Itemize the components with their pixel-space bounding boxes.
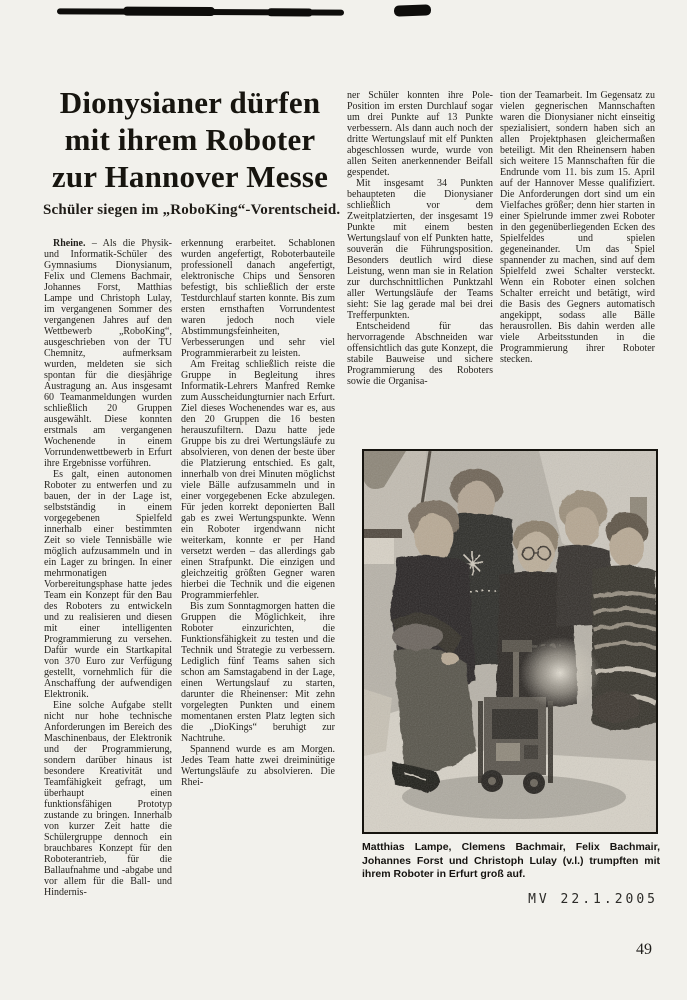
page-number: 49	[636, 941, 652, 958]
paragraph: tion der Teamarbeit. Im Gegensatz zu vielen gegnerischen Mannschaften waren die Dionysianer nicht einseitig spezialisiert, sondern haben sich an allen Projektphasen gleichermaßen beteiligt. Mit den Rheinensern haben sich weitere 15 Mannschaften für die Endrunde vom 11. bis zum 15. April auf der Hannover Messe qualifiziert. Die Anforderungen dort sind um ein Vielfaches größer; denn hier starten in einer Spielrunde immer zwei Roboter in den gegenüberliegenden Ecken des Spielfeldes und spielen gegeneinander. Um das Spiel spannender zu machen, sind auf dem Spielfeld zwei Schalter versteckt. Wenn ein Roboter einen solchen Schalter erreicht und betätigt, wird die Basis des Gegners automatisch angekippt, sodass alle Bälle herausrollen. Bis dahin werden alle viele Arbeitsstunden in die Programmierung ihrer Roboter stecken.	[500, 90, 655, 365]
photo-caption: Matthias Lampe, Clemens Bachmair, Felix Bachmair, Johannes Forst und Christoph Lulay (v.l.) trumpften mit ihrem Roboter in Erfurt groß auf.	[362, 841, 660, 880]
scan-smudge-artifact	[57, 8, 344, 15]
team-photo-illustration	[364, 451, 656, 832]
article-headline	[38, 84, 342, 195]
paragraph: Am Freitag schließlich reiste die Gruppe in Begleitung ihres Informatik-Lehrers Manfred Remke zum Ausscheidungturnier nach Erfurt. Ziel dieses Wochenendes war es, aus den 20 Gruppen die 16 besten herauszufiltern. Dazu hatte jede Gruppe bis zu drei Wertungsläufe zu absolvieren, von denen der beste über die Platzierung entschied. Es galt, innerhalb von drei Minuten möglichst viele Bälle aufzusammeln und in einer vorgegebenen Ecke abzulegen. Für jeden korrekt deponierten Ball gab es zwei Wertungspunkte. Wenn ein Roboter irgendwann nicht weiterkam, konnte er per Hand versetzt werden – das allerdings gab einen Strafpunkt. Die einzigen und gleichzeitig größten Gegner waren hierbei die Technik und die eigenen Programmierfehler.	[181, 359, 335, 601]
paragraph-text: – Als die Physik- und Informatik-Schüler des Gymnasiums Dionysianum, Felix und Clemens Bachmair, Johannes Forst, Matthias Lampe und Christoph Lulay, im vergangenen Sommer des vergangenen Jahres auf den Wettbewerb „RoboKing“, ausgeschrieben von der TU Chemnitz, aufmerksam wurden, meldeten sie sich spontan für die diesjährige Austragung an. Aus insgesamt 60 Teamanmeldungen wurden schließlich 20 Gruppen ausgewählt. Diese konnten erstmals am vergangenen Wochenende in einem Vorrundenwettbewerb in Erfurt ihre Ergebnisse vorführen.	[44, 238, 172, 469]
body-column-3	[347, 90, 493, 446]
paragraph: Es galt, einen autonomen Roboter zu entwerfen und zu bauen, der in der Lage ist, selbstständig in einem vorgegebenen Spielfeld innerhalb einer bestimmten Zeit so viele Tennisbälle wie möglich aufzusammeln und in ein Lager zu bringen. In einer mehrmonatigen Vorbereitungsphase hatte jedes Team ein Konzept für den Bau des Roboters zu entwickeln und zu realisieren und diesen mit einer intelligenten Programmierung zu versehen. Dafür wurde ein Startkapital von 370 Euro zur Verfügung gestellt, vornehmlich für die Anschaffung der aufwendigen Elektronik.	[44, 469, 172, 700]
body-column-1	[44, 238, 172, 928]
body-column-4	[500, 90, 655, 466]
paragraph: erkennung erarbeitet. Schablonen wurden angefertigt, Roboterbauteile professionell danach angefertigt, elektronische Chips und Sensoren befestigt, bis schließlich der erste Testdurchlauf starten konnte. Bis zum ersten ernsthaften Vorrundentest waren jedoch noch viele Abstimmungsfeinheiten, Verbesserungen und sehr viel Programmierarbeit zu leisten.	[181, 238, 335, 359]
team-photo	[362, 449, 658, 834]
paragraph: Spannend wurde es am Morgen. Jedes Team hatte zwei dreiminütige Wertungsläufe zu absolvieren. Die Rhei-	[181, 744, 335, 788]
headline-line: Dionysianer dürfen	[59, 85, 321, 120]
dateline: Rheine.	[53, 238, 86, 249]
date-stamp: MV 22.1.2005	[528, 892, 658, 907]
paragraph: Bis zum Sonntagmorgen hatten die Gruppen die Möglichkeit, ihre Roboter einzurichten, die Funktionsfähigkeit zu testen und die Technik und Strategie zu verbessern. Lediglich fünf Teams sahen sich schon am Samstagabend in der Lage, einen Wertungslauf zu starten, darunter die Rheinenser: Mit zehn vorgelegten Punkten und einem momentanen ersten Platz legten sich die „DioKings“ beruhigt zur Nachtruhe.	[181, 601, 335, 744]
paragraph: ner Schüler konnten ihre Pole-Position im ersten Durchlauf sogar um drei Punkte auf 13 Punkte verbessern. Als dann auch noch der dritte Wertungslauf mit elf Punkten abgeschlossen wurde, wurde von allen Seiten anerkennender Beifall gespendet.	[347, 90, 493, 178]
article-subhead: Schüler siegen im „RoboKing“-Vorentscheid.	[43, 202, 341, 218]
scan-smudge-artifact	[394, 4, 431, 16]
paragraph	[44, 238, 172, 469]
paragraph: Mit insgesamt 34 Punkten behaupteten die Dionysianer schließlich vor dem Zweitplatzierten, der insgesamt 19 Punkte mit einem besten Wertungslauf von elf Punkten hatte, souverän die Führungsposition. Besonders deutlich wird diese Leistung, wenn man sie in Relation zur durchschnittlichen Punktzahl aller Wertungsläufe der Teams sieht: Sie lag gerade mal bei drei Trefferpunkten.	[347, 178, 493, 321]
body-column-2	[181, 238, 335, 928]
paragraph: Eine solche Aufgabe stellt nicht nur hohe technische Anforderungen im Bereich des Maschinenbaus, der Elektronik und der Programmierung, sondern darüber hinaus ist besondere Kreativität und Teamfähigkeit gefragt, um überhaupt einen funktionsfähigen Prototyp zustande zu bringen. Innerhalb von kurzer Zeit hatte die Schülergruppe dennoch ein brauchbares Konzept für den Roboterantrieb, für die Ballaufnahme und -abgabe und vor allem für die Ball- und Hindernis-	[44, 700, 172, 898]
headline-line: zur Hannover Messe	[51, 159, 329, 194]
headline-line: mit ihrem Roboter	[64, 122, 316, 157]
paragraph: Entscheidend für das hervorragende Abschneiden war offensichtlich das gute Konzept, die stabile Bauweise und sichere Programmierung des Roboters sowie die Organisa-	[347, 321, 493, 387]
